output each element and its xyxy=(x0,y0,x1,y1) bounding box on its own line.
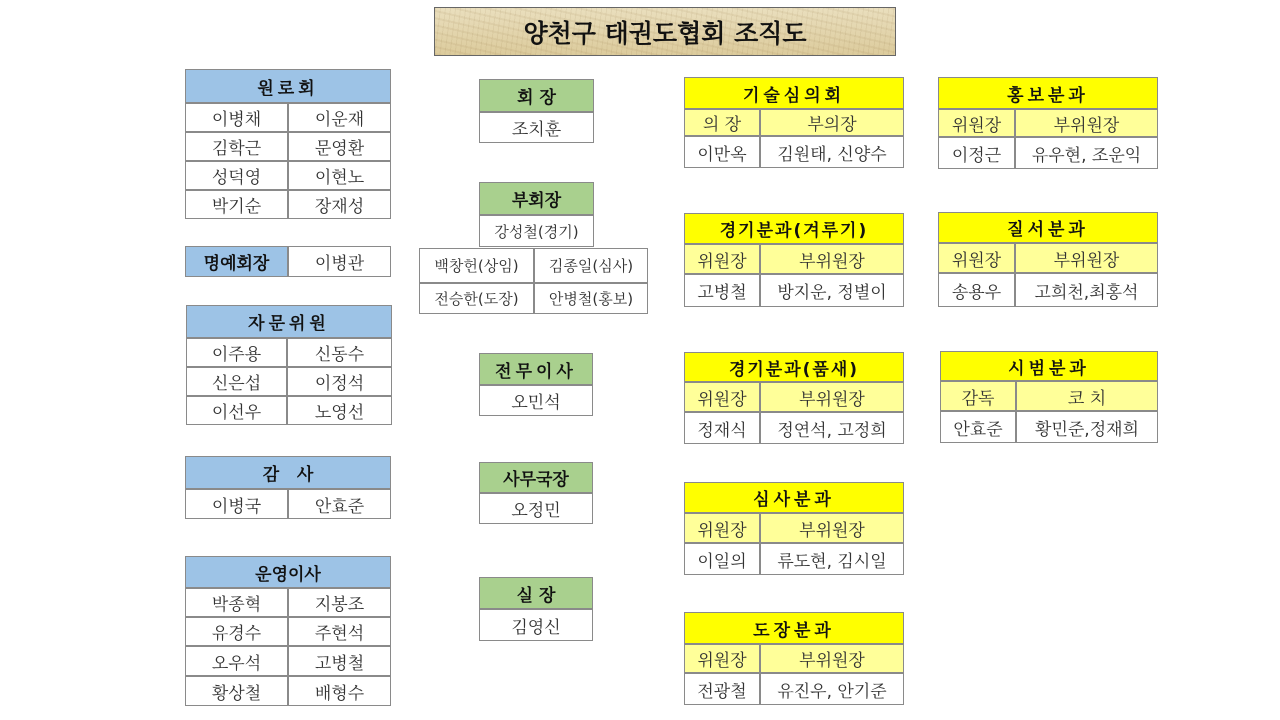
elder-member: 문영환 xyxy=(288,132,391,161)
vice-president-name: 백창헌(상임) xyxy=(419,248,534,283)
elder-member: 박기순 xyxy=(185,190,288,219)
dojang-committee-header: 도장분과 xyxy=(684,612,904,644)
elder-member: 이운재 xyxy=(288,103,391,132)
kyorugi-committee-role: 위원장 xyxy=(684,244,760,274)
pr-committee-role: 부위원장 xyxy=(1015,109,1158,137)
advisor-member: 이정석 xyxy=(287,367,392,396)
elder-member: 김학근 xyxy=(185,132,288,161)
kyorugi-committee-name: 고병철 xyxy=(684,274,760,307)
tech-committee-name: 이만옥 xyxy=(684,136,760,168)
exam-committee-header: 심사분과 xyxy=(684,482,904,513)
auditors-header: 감 사 xyxy=(185,456,391,489)
kyorugi-committee-role: 부위원장 xyxy=(760,244,904,274)
tech-committee-name: 김원태, 신양수 xyxy=(760,136,904,168)
elders-header: 원로회 xyxy=(185,69,391,103)
kyorugi-committee-panel xyxy=(684,213,904,307)
order-committee-name: 고희천,최홍석 xyxy=(1015,273,1158,307)
dojang-committee-role: 위원장 xyxy=(684,644,760,673)
elder-member: 성덕영 xyxy=(185,161,288,190)
order-committee-header: 질서분과 xyxy=(938,212,1158,243)
operating-member: 배형수 xyxy=(288,676,391,706)
demo-committee-name: 안효준 xyxy=(940,411,1016,443)
advisors-header: 자문위원 xyxy=(186,305,392,338)
advisor-member: 노영선 xyxy=(287,396,392,425)
vice-president-header: 부회장 xyxy=(479,182,594,215)
demo-committee-panel xyxy=(940,351,1158,443)
operating-header: 운영이사 xyxy=(185,556,391,588)
tech-committee-header: 기술심의회 xyxy=(684,77,904,109)
poomsae-committee-header: 경기분과(품새) xyxy=(684,352,904,382)
order-committee-panel xyxy=(938,212,1158,307)
elder-member: 이현노 xyxy=(288,161,391,190)
kyorugi-committee-header: 경기분과(겨루기) xyxy=(684,213,904,244)
elder-member: 이병채 xyxy=(185,103,288,132)
dojang-committee-role: 부위원장 xyxy=(760,644,904,673)
secretary-general-name: 오정민 xyxy=(479,493,593,524)
vice-president-name: 전승한(도장) xyxy=(419,283,534,314)
elder-member: 장재성 xyxy=(288,190,391,219)
poomsae-committee-name: 정재식 xyxy=(684,412,760,444)
pr-committee-header: 홍보분과 xyxy=(938,77,1158,109)
demo-committee-role: 감독 xyxy=(940,381,1016,411)
elders-panel xyxy=(185,69,391,219)
demo-committee-name: 황민준,정재희 xyxy=(1016,411,1158,443)
advisor-member: 이선우 xyxy=(186,396,287,425)
exam-committee-name: 류도현, 김시일 xyxy=(760,543,904,575)
pr-committee-role: 위원장 xyxy=(938,109,1015,137)
operating-member: 고병철 xyxy=(288,646,391,676)
exam-committee-name: 이일의 xyxy=(684,543,760,575)
tech-committee-role: 의 장 xyxy=(684,109,760,136)
operating-panel xyxy=(185,556,391,706)
demo-committee-header: 시범분과 xyxy=(940,351,1158,381)
auditor-member: 안효준 xyxy=(288,489,391,519)
secretary-general-header: 사무국장 xyxy=(479,462,593,493)
operating-member: 주현석 xyxy=(288,617,391,646)
demo-committee-role: 코 치 xyxy=(1016,381,1158,411)
office-chief-header: 실 장 xyxy=(479,577,593,609)
honorary-label: 명예회장 xyxy=(185,246,288,277)
operating-member: 오우석 xyxy=(185,646,288,676)
dojang-committee-name: 유진우, 안기준 xyxy=(760,673,904,705)
poomsae-committee-name: 정연석, 고정희 xyxy=(760,412,904,444)
advisor-member: 신은섭 xyxy=(186,367,287,396)
executive-director-header: 전무이사 xyxy=(479,353,593,385)
kyorugi-committee-name: 방지운, 정별이 xyxy=(760,274,904,307)
vice-president-name: 안병철(홍보) xyxy=(534,283,648,314)
exam-committee-panel xyxy=(684,482,904,575)
advisors-panel xyxy=(186,305,392,425)
order-committee-role: 부위원장 xyxy=(1015,243,1158,273)
office-chief-name: 김영신 xyxy=(479,609,593,641)
poomsae-committee-role: 위원장 xyxy=(684,382,760,412)
vice-president-name: 강성철(경기) xyxy=(479,215,594,247)
order-committee-role: 위원장 xyxy=(938,243,1015,273)
vice-president-name: 김종일(심사) xyxy=(534,248,648,283)
operating-member: 박종혁 xyxy=(185,588,288,617)
operating-member: 지봉조 xyxy=(288,588,391,617)
pr-committee-panel xyxy=(938,77,1158,169)
operating-member: 황상철 xyxy=(185,676,288,706)
operating-member: 유경수 xyxy=(185,617,288,646)
dojang-committee-name: 전광철 xyxy=(684,673,760,705)
president-name: 조치훈 xyxy=(479,112,594,143)
advisor-member: 신동수 xyxy=(287,338,392,367)
auditor-member: 이병국 xyxy=(185,489,288,519)
honorary-name: 이병관 xyxy=(288,246,391,277)
exam-committee-role: 위원장 xyxy=(684,513,760,543)
exam-committee-role: 부위원장 xyxy=(760,513,904,543)
auditors-panel xyxy=(185,456,391,519)
tech-committee-role: 부의장 xyxy=(760,109,904,136)
poomsae-committee-panel xyxy=(684,352,904,444)
pr-committee-name: 이정근 xyxy=(938,137,1015,169)
order-committee-name: 송용우 xyxy=(938,273,1015,307)
advisor-member: 이주용 xyxy=(186,338,287,367)
executive-director-name: 오민석 xyxy=(479,385,593,416)
poomsae-committee-role: 부위원장 xyxy=(760,382,904,412)
pr-committee-name: 유우현, 조운익 xyxy=(1015,137,1158,169)
president-header: 회 장 xyxy=(479,79,594,112)
page-title: 양천구 태권도협회 조직도 xyxy=(434,7,896,56)
dojang-committee-panel xyxy=(684,612,904,705)
tech-committee-panel xyxy=(684,77,904,168)
